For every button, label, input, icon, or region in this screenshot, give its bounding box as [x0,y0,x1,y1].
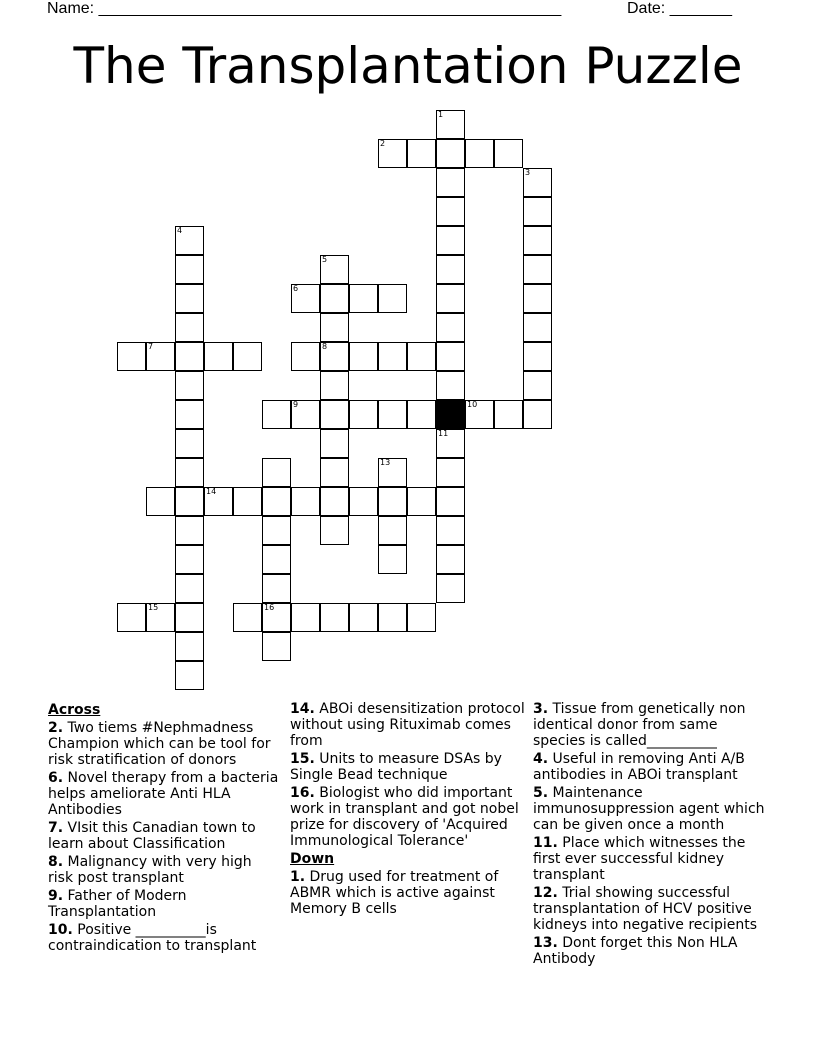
grid-cell[interactable] [320,458,349,487]
grid-cell[interactable] [523,342,552,371]
grid-cell[interactable] [320,429,349,458]
grid-cell[interactable] [262,458,291,487]
across-clue [48,922,280,954]
clue-column-1 [48,701,280,956]
grid-cell[interactable] [262,632,291,661]
clue-number: 2 [380,139,386,148]
clue-column-2 [290,701,526,919]
grid-cell[interactable] [436,197,465,226]
clue-number: 11 [438,429,449,438]
grid-cell[interactable] [117,342,146,371]
clue-column-3 [533,701,773,969]
grid-cell[interactable] [175,342,204,371]
grid-cell[interactable] [378,400,407,429]
down-clue-list [290,869,526,917]
grid-cell[interactable] [436,458,465,487]
grid-cell[interactable] [320,255,349,284]
grid-cell[interactable] [262,545,291,574]
across-clue [290,751,526,783]
clue-number: 3 [525,168,531,177]
grid-cell[interactable] [262,574,291,603]
grid-cell[interactable] [436,226,465,255]
clue-number: 1 [438,110,444,119]
across-clue-list [48,720,280,954]
clue-text: Positive __________is contraindication to transplant [48,922,257,954]
grid-cell[interactable] [146,603,175,632]
grid-cell[interactable] [175,255,204,284]
grid-cell[interactable] [233,487,262,516]
across-clue [290,785,526,849]
grid-cell[interactable] [436,371,465,400]
grid-cell[interactable] [407,400,436,429]
grid-cell[interactable] [407,139,436,168]
grid-cell[interactable] [407,487,436,516]
clue-number: 9. [48,888,64,904]
grid-cell[interactable] [175,400,204,429]
clue-text: Tissue from genetically non identical donor from same species is called__________ [533,701,746,749]
grid-cell[interactable] [378,516,407,545]
clue-number: 14 [206,487,217,496]
clue-number: 2. [48,720,64,736]
grid-cell[interactable] [233,342,262,371]
grid-cell[interactable] [407,603,436,632]
clue-number: 7. [48,820,64,836]
grid-cell[interactable] [320,371,349,400]
clue-number: 6 [293,284,299,293]
grid-cell[interactable] [175,603,204,632]
grid-cell[interactable] [436,313,465,342]
grid-cell[interactable] [175,429,204,458]
clue-number: 8. [48,854,64,870]
grid-cell[interactable] [291,284,320,313]
clue-number: 15 [148,603,159,612]
grid-cell[interactable] [320,284,349,313]
grid-cell[interactable] [523,284,552,313]
grid-cell[interactable] [320,313,349,342]
grid-cell[interactable] [523,400,552,429]
clue-text: Drug used for treatment of ABMR which is active against Memory B cells [290,869,499,917]
grid-cell[interactable] [436,284,465,313]
down-clue [533,701,773,749]
clue-number: 15. [290,751,315,767]
grid-cell[interactable] [175,458,204,487]
clue-number: 16. [290,785,315,801]
grid-cell[interactable] [436,139,465,168]
down-clue [290,869,526,917]
clue-text: Units to measure DSAs by Single Bead technique [290,751,502,783]
grid-cell[interactable] [523,371,552,400]
clue-text: Useful in removing Anti A/B antibodies in ABOi transplant [533,751,745,783]
grid-cell[interactable] [407,342,436,371]
grid-cell[interactable] [349,487,378,516]
grid-cell[interactable] [262,400,291,429]
grid-cell[interactable] [378,284,407,313]
grid-cell[interactable] [378,139,407,168]
grid-cell[interactable] [436,429,465,458]
grid-cell[interactable] [349,284,378,313]
clue-text: Father of Modern Transplantation [48,888,187,920]
grid-cell[interactable] [262,516,291,545]
grid-cell[interactable] [204,487,233,516]
down-clue [533,835,773,883]
grid-cell[interactable] [523,255,552,284]
grid-cell[interactable] [175,313,204,342]
clue-number: 4. [533,751,549,767]
down-clue [533,885,773,933]
grid-cell[interactable] [378,545,407,574]
clue-number: 8 [322,342,328,351]
clue-number: 13 [380,458,391,467]
across-heading: Across [48,702,101,718]
grid-cell[interactable] [175,516,204,545]
black-cell [436,400,465,429]
grid-cell[interactable] [320,603,349,632]
clue-text: Novel therapy from a bacteria helps ameliorate Anti HLA Antibodies [48,770,279,818]
grid-cell[interactable] [523,226,552,255]
across-clue-list-continued [290,701,526,849]
grid-cell[interactable] [523,168,552,197]
grid-cell[interactable] [349,342,378,371]
clue-number: 5 [322,255,328,264]
grid-cell[interactable] [436,516,465,545]
clue-number: 9 [293,400,299,409]
grid-cell[interactable] [233,603,262,632]
grid-cell[interactable] [146,342,175,371]
grid-cell[interactable] [320,400,349,429]
clue-text: Dont forget this Non HLA Antibody [533,935,738,967]
clue-text: ABOi desensitization protocol without using Rituximab comes from [290,701,525,749]
clue-number: 13. [533,935,558,951]
clue-text: Biologist who did important work in transplant and got nobel prize for discovery of 'Acquired Immunological Tolerance' [290,785,519,849]
grid-cell[interactable] [262,487,291,516]
name-field[interactable]: Name: ____________________________________________________ [47,0,562,17]
grid-cell[interactable] [378,487,407,516]
clue-text: Place which witnesses the first ever successful kidney transplant [533,835,746,883]
puzzle-title: The Transplantation Puzzle [73,37,743,95]
grid-cell[interactable] [436,110,465,139]
grid-cell[interactable] [320,487,349,516]
across-clue [48,820,280,852]
clue-number: 3. [533,701,549,717]
grid-cell[interactable] [291,603,320,632]
clue-number: 5. [533,785,549,801]
down-clue-list-continued [533,701,773,967]
across-clue [48,854,280,886]
clue-number: 1. [290,869,306,885]
grid-cell[interactable] [494,400,523,429]
grid-cell[interactable] [349,603,378,632]
date-field[interactable]: Date: _______ [627,0,732,17]
down-clue [533,751,773,783]
grid-cell[interactable] [465,400,494,429]
grid-cell[interactable] [349,400,378,429]
clue-text: VIsit this Canadian town to learn about Classification [48,820,256,852]
clue-number: 14. [290,701,315,717]
across-clue [48,888,280,920]
grid-cell[interactable] [175,545,204,574]
grid-cell[interactable] [291,342,320,371]
grid-cell[interactable] [494,139,523,168]
grid-cell[interactable] [262,603,291,632]
grid-cell[interactable] [436,487,465,516]
clue-text: Two tiems #Nephmadness Champion which can be tool for risk stratification of donors [48,720,271,768]
grid-cell[interactable] [146,487,175,516]
across-clue [48,720,280,768]
grid-cell[interactable] [436,545,465,574]
clue-number: 10. [48,922,73,938]
grid-cell[interactable] [523,313,552,342]
grid-cell[interactable] [175,226,204,255]
across-clue [48,770,280,818]
grid-cell[interactable] [523,197,552,226]
grid-cell[interactable] [175,487,204,516]
grid-cell[interactable] [117,603,146,632]
grid-cell[interactable] [175,632,204,661]
grid-cell[interactable] [436,342,465,371]
clue-number: 16 [264,603,275,612]
grid-cell[interactable] [378,458,407,487]
grid-cell[interactable] [465,139,494,168]
grid-cell[interactable] [291,400,320,429]
grid-cell[interactable] [175,574,204,603]
across-clue [290,701,526,749]
grid-cell[interactable] [175,284,204,313]
down-clue [533,935,773,967]
clue-number: 4 [177,226,183,235]
grid-cell[interactable] [436,168,465,197]
clue-number: 11. [533,835,558,851]
grid-cell[interactable] [378,342,407,371]
grid-cell[interactable] [436,255,465,284]
grid-cell[interactable] [378,603,407,632]
down-heading: Down [290,851,335,867]
grid-cell[interactable] [320,516,349,545]
clue-number: 6. [48,770,64,786]
grid-cell[interactable] [291,487,320,516]
grid-cell[interactable] [204,342,233,371]
grid-cell[interactable] [320,342,349,371]
clue-number: 7 [148,342,154,351]
grid-cell[interactable] [175,371,204,400]
clue-number: 10 [467,400,478,409]
grid-cell[interactable] [436,574,465,603]
clue-text: Trial showing successful transplantation of HCV positive kidneys into negative recipients [533,885,758,933]
clue-text: Malignancy with very high risk post transplant [48,854,252,886]
grid-cell[interactable] [175,661,204,690]
clue-text: Maintenance immunosuppression agent which can be given once a month [533,785,765,833]
clue-number: 12. [533,885,558,901]
down-clue [533,785,773,833]
